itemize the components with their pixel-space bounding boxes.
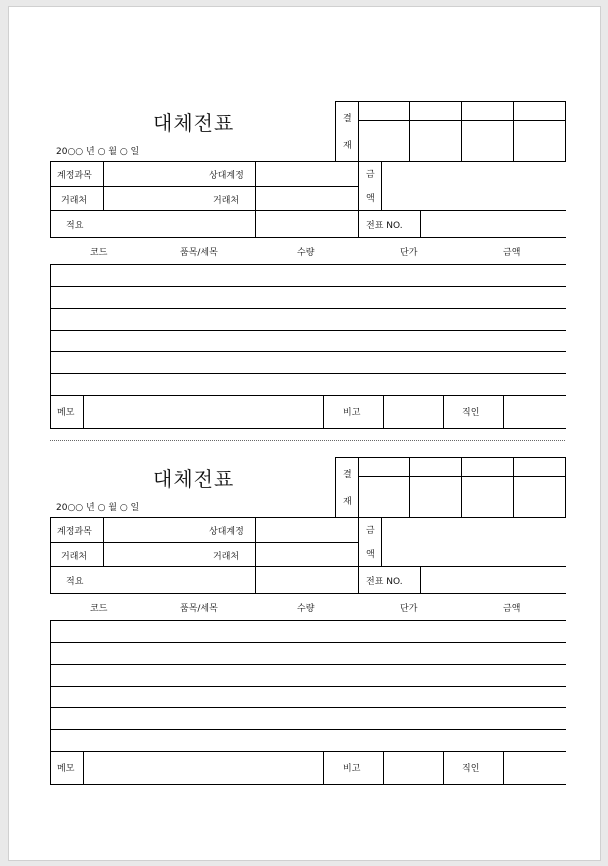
grid-line-vertical (513, 457, 514, 517)
column-header-quantity: 수량 (297, 604, 315, 614)
grid-line-horizontal (50, 186, 359, 187)
voucher-form-1 (50, 101, 565, 428)
memo-label: 메모 (57, 764, 75, 774)
column-header-item: 품목/세목 (180, 604, 218, 614)
grid-line-vertical (50, 517, 51, 593)
grid-line-horizontal (50, 642, 566, 643)
grid-line-horizontal (50, 264, 566, 265)
grid-line-horizontal (358, 476, 566, 477)
grid-line-vertical (565, 101, 566, 161)
grid-line-horizontal (50, 593, 566, 594)
column-header-amount: 금액 (503, 248, 521, 258)
voucher-date: 20○○ 년 ○ 월 ○ 일 (56, 503, 140, 513)
amount-label-2: 액 (366, 194, 375, 204)
voucher-form-2 (50, 457, 565, 784)
grid-line-horizontal (50, 395, 566, 396)
column-header-code: 코드 (90, 604, 108, 614)
grid-line-horizontal (335, 457, 566, 458)
memo-label: 메모 (57, 408, 75, 418)
grid-line-horizontal (50, 161, 566, 162)
voucher-no-label: 전표 NO. (366, 577, 403, 587)
grid-line-vertical (565, 457, 566, 517)
account-label: 계정과목 (57, 171, 92, 181)
client-label-2: 거래처 (213, 552, 240, 562)
column-header-item: 품목/세목 (180, 248, 218, 258)
grid-line-vertical (381, 517, 382, 566)
grid-line-horizontal (50, 373, 566, 374)
grid-line-vertical (443, 751, 444, 784)
note-label: 비고 (343, 764, 361, 774)
grid-line-vertical (83, 395, 84, 428)
grid-line-horizontal (50, 686, 566, 687)
grid-line-horizontal (50, 729, 566, 730)
grid-line-vertical (513, 101, 514, 161)
grid-line-horizontal (50, 620, 566, 621)
grid-line-vertical (420, 210, 421, 237)
grid-line-vertical (323, 751, 324, 784)
voucher-no-label: 전표 NO. (366, 221, 403, 231)
column-header-unit-price: 단가 (400, 604, 418, 614)
grid-line-vertical (50, 264, 51, 428)
grid-line-vertical (358, 517, 359, 593)
grid-line-horizontal (50, 330, 566, 331)
cut-line (50, 440, 565, 441)
column-header-code: 코드 (90, 248, 108, 258)
grid-line-vertical (503, 395, 504, 428)
grid-line-vertical (381, 161, 382, 210)
grid-line-vertical (443, 395, 444, 428)
grid-line-horizontal (50, 751, 566, 752)
grid-line-horizontal (50, 664, 566, 665)
grid-line-vertical (255, 517, 256, 593)
grid-line-vertical (409, 457, 410, 517)
account-label: 계정과목 (57, 527, 92, 537)
grid-line-vertical (323, 395, 324, 428)
grid-line-vertical (503, 751, 504, 784)
amount-label-1: 금 (366, 526, 375, 536)
grid-line-horizontal (50, 428, 566, 429)
grid-line-vertical (255, 161, 256, 237)
grid-line-vertical (461, 101, 462, 161)
column-header-amount: 금액 (503, 604, 521, 614)
counter-account-label: 상대계정 (209, 171, 244, 181)
grid-line-vertical (335, 457, 336, 517)
grid-line-vertical (83, 751, 84, 784)
grid-line-horizontal (50, 707, 566, 708)
seal-label: 직인 (462, 408, 480, 418)
summary-label: 적요 (66, 221, 84, 231)
voucher-title: 대체전표 (153, 467, 235, 491)
column-header-quantity: 수량 (297, 248, 315, 258)
grid-line-vertical (409, 101, 410, 161)
grid-line-vertical (358, 457, 359, 517)
grid-line-horizontal (50, 542, 359, 543)
grid-line-horizontal (358, 120, 566, 121)
voucher-date: 20○○ 년 ○ 월 ○ 일 (56, 147, 140, 157)
summary-label: 적요 (66, 577, 84, 587)
grid-line-vertical (103, 161, 104, 210)
approval-label-1: 결 (343, 114, 352, 124)
seal-label: 직인 (462, 764, 480, 774)
grid-line-horizontal (50, 210, 566, 211)
amount-label-2: 액 (366, 550, 375, 560)
counter-account-label: 상대계정 (209, 527, 244, 537)
grid-line-horizontal (50, 351, 566, 352)
grid-line-vertical (358, 101, 359, 161)
grid-line-horizontal (335, 101, 566, 102)
voucher-title: 대체전표 (153, 111, 235, 135)
amount-label-1: 금 (366, 170, 375, 180)
grid-line-horizontal (50, 784, 566, 785)
grid-line-vertical (335, 101, 336, 161)
grid-line-vertical (103, 517, 104, 566)
grid-line-vertical (461, 457, 462, 517)
grid-line-horizontal (50, 566, 566, 567)
approval-label-1: 결 (343, 470, 352, 480)
grid-line-vertical (383, 395, 384, 428)
client-label-2: 거래처 (213, 196, 240, 206)
grid-line-vertical (420, 566, 421, 593)
client-label: 거래처 (61, 552, 88, 562)
approval-label-2: 재 (343, 141, 352, 151)
grid-line-horizontal (50, 286, 566, 287)
approval-label-2: 재 (343, 497, 352, 507)
grid-line-vertical (383, 751, 384, 784)
column-header-unit-price: 단가 (400, 248, 418, 258)
grid-line-vertical (50, 161, 51, 237)
grid-line-horizontal (50, 308, 566, 309)
grid-line-vertical (50, 620, 51, 784)
client-label: 거래처 (61, 196, 88, 206)
grid-line-horizontal (50, 517, 566, 518)
note-label: 비고 (343, 408, 361, 418)
grid-line-horizontal (50, 237, 566, 238)
grid-line-vertical (358, 161, 359, 237)
